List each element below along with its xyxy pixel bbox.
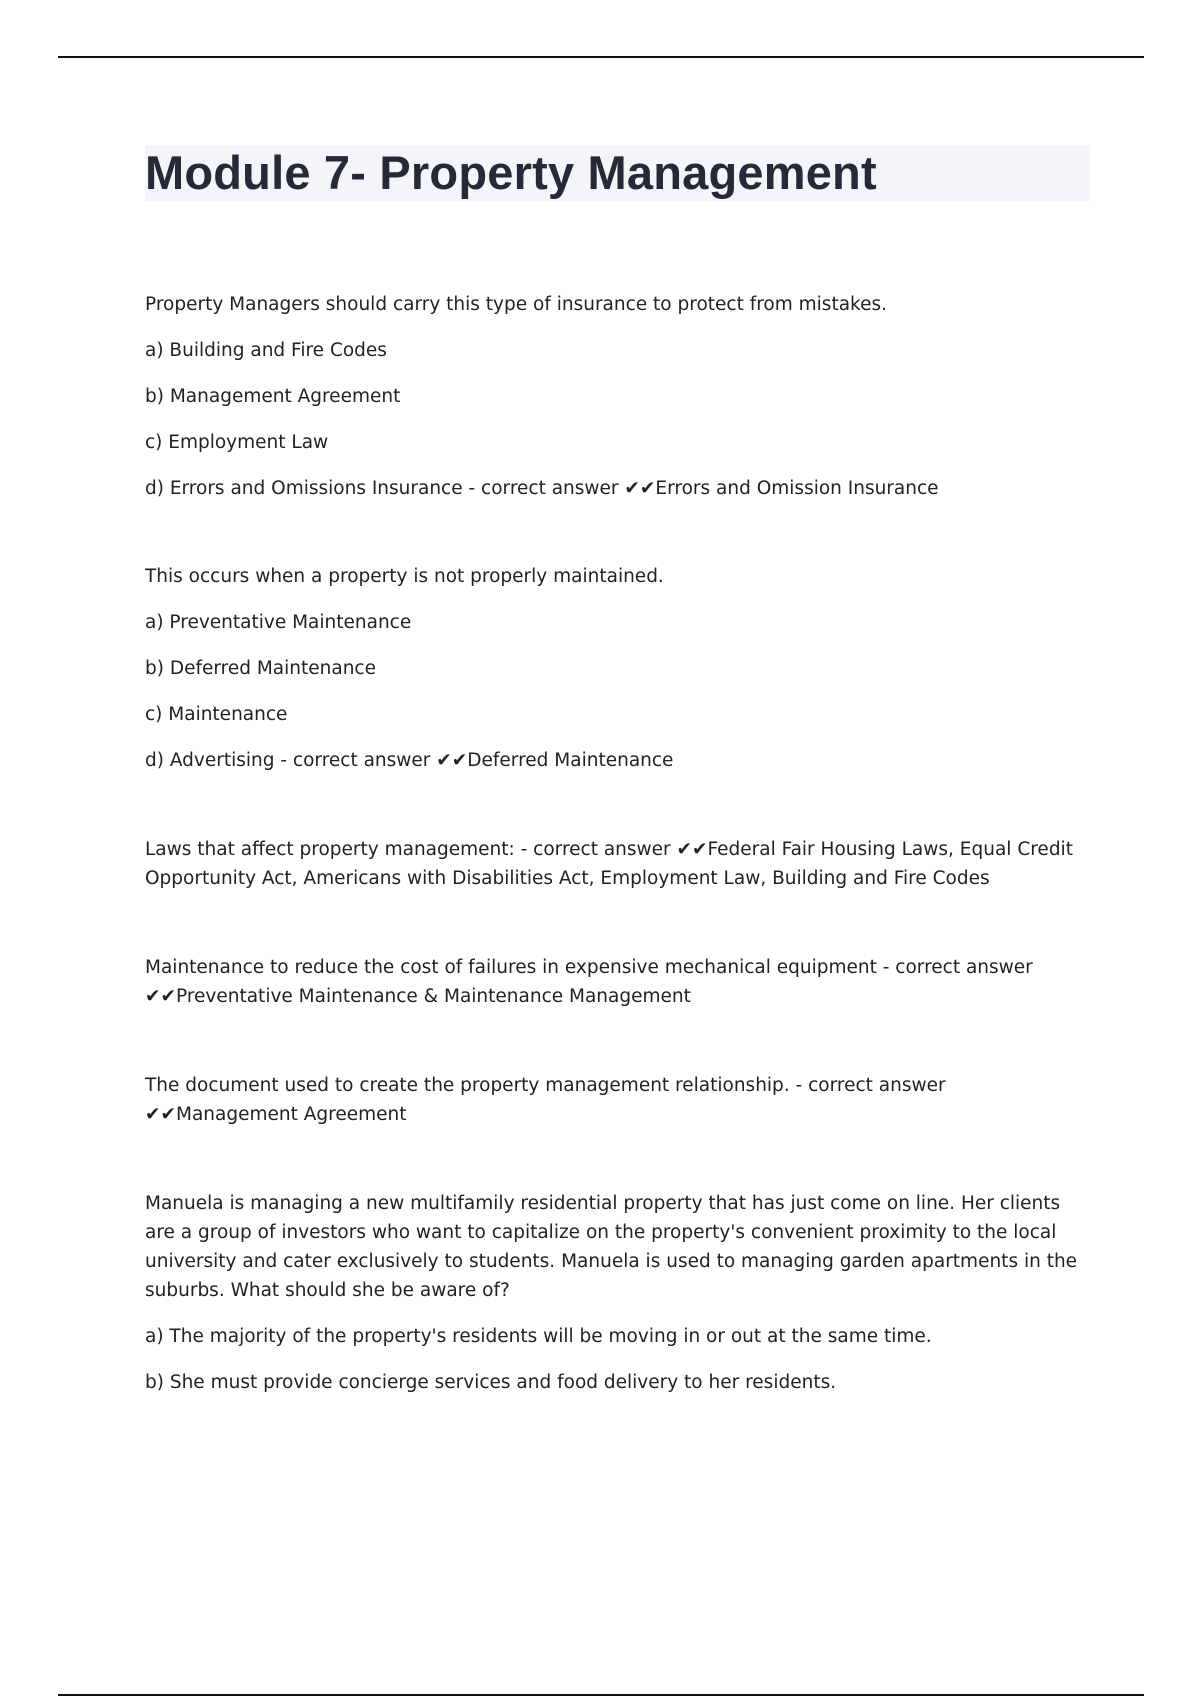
document-body bbox=[145, 291, 1090, 1457]
answer-option: b) She must provide concierge services and food delivery to her residents. bbox=[145, 1372, 837, 1393]
question-block-6 bbox=[145, 1189, 1090, 1397]
question-block-2 bbox=[145, 563, 1090, 775]
question-answer-text: Laws that affect property management: - correct answer ✔✔Federal Fair Housing Laws, Equal Credit Opportunity Act, Americans with Disabilities Act, Employment Law, Building and Fire Codes bbox=[145, 839, 1073, 889]
answer-option: c) Employment Law bbox=[145, 432, 329, 453]
question-text: This occurs when a property is not properly maintained. bbox=[145, 566, 664, 587]
answer-option: b) Management Agreement bbox=[145, 386, 401, 407]
footer-rule bbox=[58, 1694, 1144, 1696]
question-text: Manuela is managing a new multifamily residential property that has just come on line. Her clients are a group of investors who want to capitalize on the property's convenient proximity to the local university and cater exclusively to students. Manuela is used to managing garden apartments in the suburbs. What should she be aware of? bbox=[145, 1193, 1078, 1301]
question-text: Property Managers should carry this type of insurance to protect from mistakes. bbox=[145, 294, 887, 315]
answer-option: d) Advertising - correct answer ✔✔Deferred Maintenance bbox=[145, 750, 674, 771]
answer-option: a) Building and Fire Codes bbox=[145, 340, 387, 361]
answer-option: a) The majority of the property's residents will be moving in or out at the same time. bbox=[145, 1326, 932, 1347]
answer-option: a) Preventative Maintenance bbox=[145, 612, 412, 633]
title-banner bbox=[145, 145, 1090, 201]
answer-option: c) Maintenance bbox=[145, 704, 288, 725]
answer-option: b) Deferred Maintenance bbox=[145, 658, 376, 679]
document-title: Module 7- Property Management bbox=[145, 146, 877, 199]
question-block-5 bbox=[145, 1071, 1090, 1129]
header-rule bbox=[58, 56, 1144, 58]
question-block-3 bbox=[145, 835, 1090, 893]
question-answer-text: Maintenance to reduce the cost of failures in expensive mechanical equipment - correct answer ✔✔Preventative Maintenance & Maintenance Management bbox=[145, 957, 1033, 1007]
question-block-4 bbox=[145, 953, 1090, 1011]
question-block-1 bbox=[145, 291, 1090, 503]
question-answer-text: The document used to create the property management relationship. - correct answer ✔✔Management Agreement bbox=[145, 1075, 946, 1125]
answer-option: d) Errors and Omissions Insurance - correct answer ✔✔Errors and Omission Insurance bbox=[145, 478, 939, 499]
